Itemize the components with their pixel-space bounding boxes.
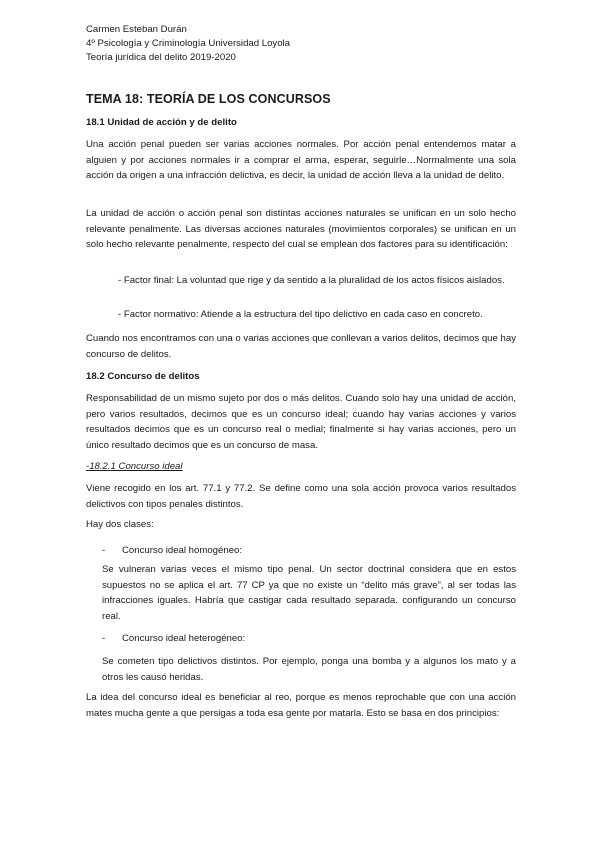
list-item [102,631,245,646]
paragraph: Viene recogido en los art. 77.1 y 77.2. Se define como una sola acción provoca varios resultados delictivos con tipos penales distintos. [86,483,516,510]
list-item-label: Concurso ideal homogéneo: [122,545,243,556]
paragraph: Hay dos clases: [86,519,154,530]
subject-info: Teoría jurídica del delito 2019-2020 [86,52,236,63]
author-name: Carmen Esteban Durán [86,24,187,35]
paragraph: Cuando nos encontramos con una o varias acciones que conllevan a varios delitos, decimos que hay concurso de delitos. [86,333,516,360]
paragraph: Una acción penal pueden ser varias acciones normales. Por acción penal entendemos matar a alguien y por acciones normales ir a comprar el arma, esperar, seguirle…Normalmente una sola acción da origen a una infracción delictiva, es decir, la unidad de acción lleva a la unidad de delito. [86,139,516,181]
paragraph: La unidad de acción o acción penal son distintas acciones naturales se unifican en un solo hecho relevante penalmente. Las diversas acciones naturales (movimientos corporales) se unifican en un solo hecho relevante penalmente, respecto del cual se emplean dos factores para su identificación: [86,208,516,250]
page-title: TEMA 18: TEORÍA DE LOS CONCURSOS [86,92,331,106]
subsection-heading-concurso-ideal: -18.2.1 Concurso ideal [86,461,183,472]
paragraph: Responsabilidad de un mismo sujeto por dos o más delitos. Cuando solo hay una unidad de acción, pero varios resultados, decimos que es un concurso ideal; cuando hay varias acciones y varios resultados decimos que es un concurso real o medial; finalmente si hay varias acciones, pero un único resultado decimos que es un concurso de masa. [86,393,516,451]
dash-bullet: - [102,545,106,556]
paragraph: Se vulneran varias veces el mismo tipo penal. Un sector doctrinal considera que en estos supuestos no se aplica el art. 77 CP ya que no existe un “delito más grave”, al ser todas las infracciones iguales. Habría que castigar cada resultado separada. configurando un concurso real. [102,564,516,622]
list-item [102,543,242,558]
paragraph: Se cometen tipo delictivos distintos. Por ejemplo, ponga una bomba y a algunos los mato y a otros les causó heridas. [102,656,516,683]
list-item-factor-final: - Factor final: La voluntad que rige y da sentido a la pluralidad de los actos físicos aislados. [118,275,505,286]
course-info: 4º Psicología y Criminología Universidad Loyola [86,38,291,49]
paragraph: La idea del concurso ideal es beneficiar al reo, porque es menos reprochable que con una acción mates mucha gente a que persigas a toda esa gente por matarla. Esto se basa en dos principios: [86,692,516,719]
dash-bullet: - [102,633,106,644]
section-heading-18-1: 18.1 Unidad de acción y de delito [86,117,237,128]
list-item-label: Concurso ideal heterogéneo: [122,633,246,644]
list-item-factor-normativo: - Factor normativo: Atiende a la estructura del tipo delictivo en cada caso en concreto. [118,309,483,320]
section-heading-18-2: 18.2 Concurso de delitos [86,371,200,382]
document-header [86,23,290,65]
